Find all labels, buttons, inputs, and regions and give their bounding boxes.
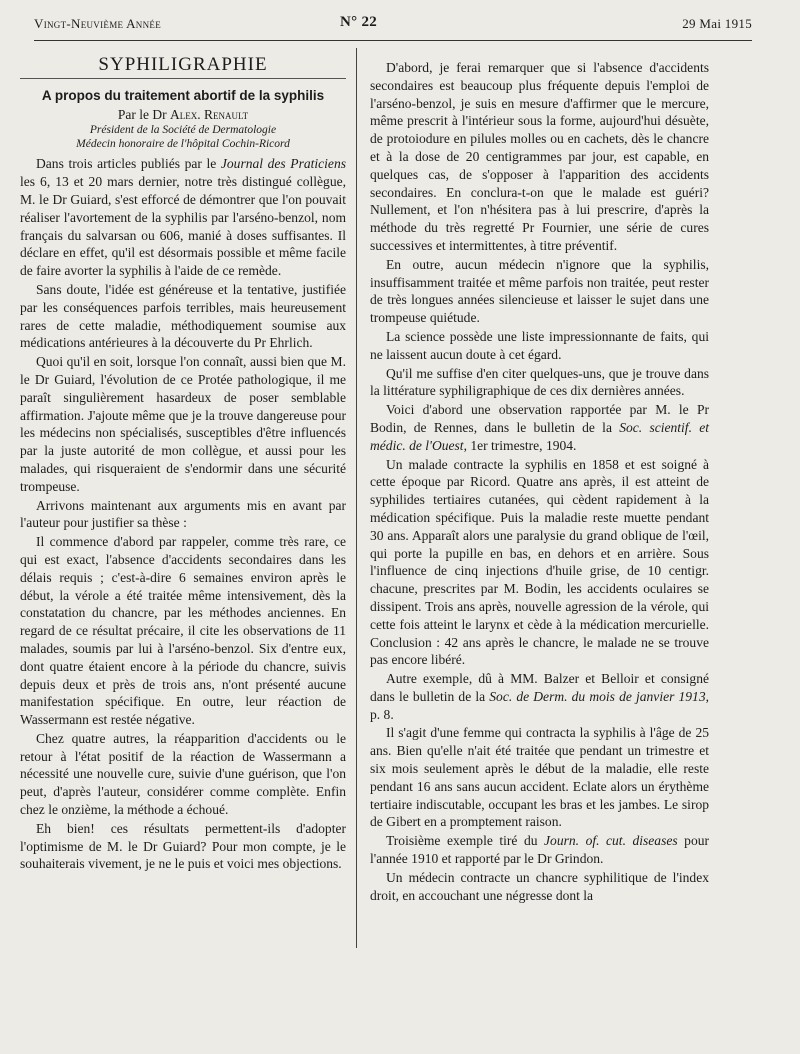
paragraph-text: Chez quatre autres, la réapparition d'accidents ou le retour à l'état positif de la réaction de Wassermann a nécessité une nouvelle cure, suivie d'une guérison, que l'on peut, d'après l'auteur, considérer comme complète. Enfin chez le onzième, la méthode a échoué. bbox=[20, 730, 346, 818]
paragraph bbox=[20, 533, 346, 729]
right-column-paragraphs bbox=[370, 59, 709, 904]
citation-italic: Journal des Praticiens bbox=[220, 156, 346, 172]
paragraph-text: Il s'agit d'une femme qui contracta la syphilis à l'âge de 25 ans. Bien qu'elle n'ait été traitée que pendant un trimestre et six mois seulement après le début de la maladie, elle reste pendant 16 ans sans aucun accident. Eclate alors un érythème tertiaire indiscutable, occupant les bras et les jambes. Le sirop de Gibert en a promptement raison. bbox=[370, 725, 709, 830]
paragraph bbox=[370, 724, 709, 831]
paragraph-text: Qu'il me suffise d'en citer quelques-uns, que je trouve dans la littérature syphiligraphique de ces dix dernières années. bbox=[370, 365, 709, 399]
citation-italic: Soc. scientif. et médic. de l'Ouest bbox=[370, 419, 709, 453]
paragraph-text: Dans trois articles publiés par le bbox=[36, 156, 221, 172]
header-issue-number: N° 22 bbox=[340, 14, 378, 30]
paragraph-text: Arrivons maintenant aux arguments mis en avant par l'auteur pour justifier sa thèse : bbox=[20, 497, 346, 531]
header-date: 29 Mai 1915 bbox=[682, 16, 752, 31]
article-title: A propos du traitement abortif de la syphilis bbox=[41, 87, 325, 103]
right-column bbox=[370, 58, 709, 904]
byline-prefix: Par le Dr bbox=[117, 106, 167, 122]
paragraph-text: les 6, 13 et 20 mars dernier, notre très distingué collègue, M. le Dr Guiard, s'est efforcé de démontrer que l'on pouvait réaliser l'avortement de la syphilis par l'arséno-benzol, nom français du salvarsan ou 606, manié à doses suffisantes. Il déclare en effet, qu'il est désormais possible et même facile de faire avorter la syphilis à l'aide de ce remède. bbox=[20, 174, 346, 279]
paragraph bbox=[20, 155, 346, 280]
paragraph-text: , p. 8. bbox=[370, 688, 709, 722]
page-header bbox=[34, 12, 752, 41]
author-name: Alex. Renault bbox=[169, 106, 249, 122]
paragraph bbox=[370, 365, 709, 401]
author-affiliation-1: Président de la Société de Dermatologie bbox=[89, 124, 277, 137]
paragraph-text: Autre exemple, dû à MM. Balzer et Belloir et consigné dans le bulletin de la bbox=[370, 671, 709, 704]
paragraph bbox=[20, 281, 346, 352]
paragraph-text: En outre, aucun médecin n'ignore que la syphilis, insuffisamment traitée et même parfois non traitée, peut rester de très longues années silencieuse et laisser le sujet dans une trompeuse quiétude. bbox=[370, 256, 709, 326]
paragraph-text: Troisième exemple tiré du bbox=[386, 833, 545, 849]
paragraph bbox=[370, 256, 709, 327]
paragraph-text: pour l'année 1910 et rapporté par le Dr Grindon. bbox=[370, 833, 709, 867]
paragraph-text: Eh bien! ces résultats permettent-ils d'adopter l'optimisme de M. le Dr Guiard? Pour mon compte, je le souhaiterais vivement, je ne le puis et voici mes objections. bbox=[20, 820, 346, 872]
paragraph bbox=[20, 820, 346, 873]
paragraph-text: Il commence d'abord par rappeler, comme très rare, ce qui est exact, l'absence d'accidents secondaires dans les délais requis ; c'est-à-dire 6 semaines environ après le début, la vérole a été traitée même intensivement, dès la constatation du chancre, par les méthodes anciennes. En regard de ce résultat précaire, il cite les observations de 11 malades, soumis par lui à l'arséno-benzol. Six d'entre eux, dont quatre étaient encore à la période du chancre, suivis depuis deux et près de trois ans, n'ont présenté aucune manifestation spécifique. En outre, leur réaction de Wassermann est restée négative. bbox=[20, 534, 346, 728]
paragraph-text: D'abord, je ferai remarquer que si l'absence d'accidents secondaires est beaucoup plus fréquente depuis l'emploi de l'arséno-benzol, je suis en mesure d'affirmer que le mercure, même prescrit à l'intérieur sous la forme, aujourd'hui désuète, de protoiodure en pilules molles ou en cachets, dès le chancre et à la dose de 20 centigrammes par jour, est capable, en quelques cas, de s'opposer à l'apparition des accidents secondaires. En conclura-t-on que le malade est guéri? Nullement, et l'on n'hésitera pas à lui prescrire, d'après la méthode du très regretté Pr Fournier, une série de cures successives et intermittentes, à titre préventif. bbox=[370, 60, 709, 253]
byline bbox=[20, 106, 346, 124]
paragraph bbox=[370, 456, 709, 670]
left-column bbox=[20, 56, 346, 873]
paragraph bbox=[370, 328, 709, 364]
author-affiliation-2: Médecin honoraire de l'hôpital Cochin-Ricord bbox=[76, 138, 290, 151]
column-divider bbox=[356, 48, 357, 948]
paragraph bbox=[20, 497, 346, 533]
paragraph bbox=[20, 353, 346, 495]
paragraph-text: Voici d'abord une observation rapportée par M. le Pr Bodin, de Rennes, dans le bulletin de la bbox=[370, 402, 709, 435]
left-column-paragraphs bbox=[20, 155, 346, 873]
paragraph-text: Un malade contracte la syphilis en 1858 et est soigné à cette époque par Ricord. Quatre ans après, il est atteint de syphilides tertiaires cutanées, qui cèdent rapidement à la médication spécifique. Puis la maladie reste muette pendant 30 ans. Apparaît alors une paralysie du grand oblique de l'œil, qui porte la pupille en bas, en dehors et en arrière. Sous l'influence de cinq injections d'huile grise, de 10 centigr. chacune, prescrites par M. Bodin, les accidents oculaires se dissipent. Trois ans après, nouvelle agression de la vérole, qui cette fois atteint le larynx et cède à la médication mercurielle. Conclusion : 42 ans après le chancre, le malade ne se trouve pas encore libéré. bbox=[370, 456, 709, 668]
section-title: SYPHILIGRAPHIE bbox=[20, 56, 346, 79]
paragraph bbox=[370, 670, 709, 723]
paragraph-text: La science possède une liste impressionnante de faits, qui ne laissent aucun doute à cet égard. bbox=[370, 328, 709, 362]
paragraph bbox=[20, 730, 346, 819]
citation-italic: Journ. of. cut. diseases bbox=[544, 833, 678, 849]
paragraph bbox=[370, 869, 709, 905]
paragraph-text: , 1er trimestre, 1904. bbox=[463, 437, 577, 453]
citation-italic: Soc. de Derm. du mois de janvier 1913 bbox=[489, 688, 706, 704]
paragraph bbox=[370, 832, 709, 868]
paragraph bbox=[370, 401, 709, 454]
header-volume: Vingt-Neuvième Année bbox=[34, 16, 162, 31]
paragraph-text: Quoi qu'il en soit, lorsque l'on connaît, aussi bien que M. le Dr Guiard, l'évolution de ce Protée pathologique, il me paraît singulièrement hasardeux de poser semblable affirmation. J'ajoute même que je la trouve dangereuse pour les médecins non spécialisés, susceptibles d'être influencés par la juste autorité de mon collègue, et aussi pour les malades, qui risqueraient de s'endormir dans une sécurité trompeuse. bbox=[20, 354, 346, 494]
paragraph-text: Sans doute, l'idée est généreuse et la tentative, justifiée par les conséquences parfois terribles, mais heureusement rares de cette maladie, méthodiquement soumise aux médications antérieures à la découverte du Pr Ehrlich. bbox=[20, 281, 346, 351]
paragraph bbox=[370, 59, 709, 255]
paragraph-text: Un médecin contracte un chancre syphilitique de l'index droit, en accouchant une négresse dont la bbox=[370, 869, 709, 903]
